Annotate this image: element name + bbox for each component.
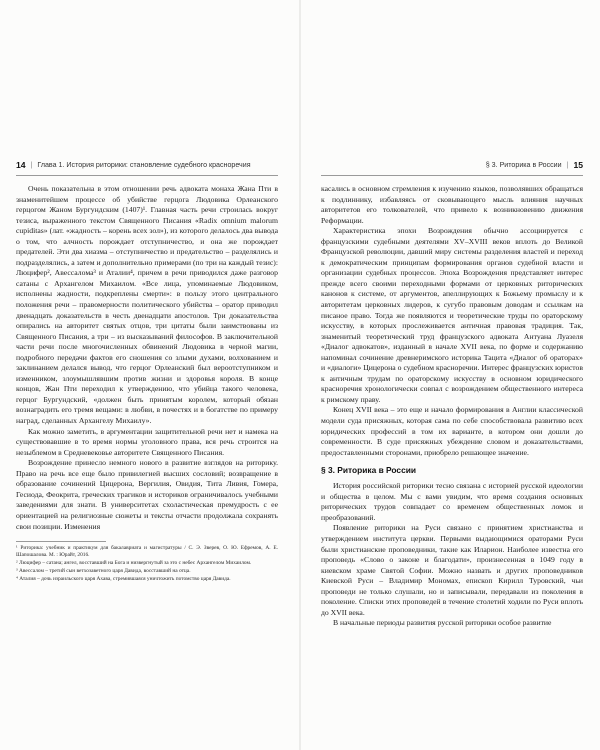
left-page-number: 14 xyxy=(16,160,26,170)
right-running-head xyxy=(321,158,583,176)
header-separator: | xyxy=(30,161,33,169)
paragraph: Характеристика эпохи Возрождения обычно ассоциируется с французскими судебными деятелями XV–XVIII веков вплоть до Великой Французской революции, давший миру системы разделения властей и переход к демократическим принципам формирования органов судебной власти и организации судебных процессов. Эпоха Возрождения представляет интерес прежде всего своими переходными формами от церковных риторических канонов к системе, от аргументов, апеллирующих к Божьему промыслу и к авторитетам церковных лидеров, к сугубо правовым доводам и ссылкам на писаное право. Тогда же появляются и теоретические труды по ораторскому искусству, в которых прослеживается античная правовая традиция. Так, знаменитый теоретический труд французского адвоката Антуана Луазеля «Диалог адвокатов», изданный в начале XVII века, по форме и содержанию напоминал сочинение древнеримского историка Тацита «Диалог об ораторах» и «диалоги» Цицерона о судебном красноречии. Интерес французских юристов к античным трудам по ораторскому искусству в основном юридического красноречия хронологически совпал с возрождением общественного интереса к римскому праву. xyxy=(321,226,583,404)
paragraph: касались в основном стремления к изучению языков, позволявших обращаться к подлиннику, избавляясь от сковывающего мысль влияния научных авторитетов его толкователей, что привело к возникновению движения Реформации. xyxy=(321,184,583,225)
paragraph: Очень показательна в этом отношении речь адвоката монаха Жана Пти в знаменитейшем процессе об убийстве герцога Людовика Орлеанского герцогом Жаном Бургундским (1407)¹. Главная часть речи строилась вокруг тезиса, выраженного текстом Священного Писания «Radix omnium malorum cupiditas» (лат. «жадность – корень всех зол»), из которого делалось два вывода о том, что алчность порождает отступничество, и она же порождает предателей. Эти два хиазма – отступничество и предательство – разделялись и подразделялись, а затем и дополнительно примерами (по три на каждый тезис): Люцифер², Авессалома³ и Аталии⁴, причем в речи приводился даже разговор сатаны с Архангелом Михаилом. «Все лица, упоминаемые Людовиком, исполнены жадности, подкреплены смерти»: в пользу этого центрального положения речи – правомерности политического убийства – оратор приводил двенадцать доказательств в честь двенадцати апостолов. Три доказательства опирались на авторитет святых отцов, три цитаты были заимствованы из Священного Писания, а три – из высказываний философов. В заключительной части речи после многочисленных обвинений Людовика в черной магии, подробного передачи фактов его сношения со злыми духами, волхованием и заклинанием делался вывод, что герцог Орлеанский был вероотступником и изменником, злоумышлявшим против жизни и здоровья короля. В конце концов, Жан Пти переходил к утверждению, что убийца такого человека, герцог Бургундский, «должен быть принятым королем, который обязан вознаградить его тремя вещами: в любви, в почестях и в богатстве по примеру наград, сделанных Архангелу Михаилу». xyxy=(16,184,278,426)
paragraph: Появление риторики на Руси связано с принятием христианства и утверждением института церкви. Первыми выдающимися ораторами Руси были христианские проповедники, такие как Иларион. Наиболее известна его проповедь «Слово о законе и благодати», произнесенная в 1049 году в киевском храме Святой Софии. Можно назвать и других проповедников Киевской Руси – Владимир Мономах, епископ Кирилл Туровский, чьи проповеди не только слушали, но и записывали, передавали из поколения в поколение. Списки этих проповедей в течение столетий ходили по Руси вплоть до XVII века. xyxy=(321,523,583,617)
footnote: ⁴ Аталия – дочь израильского царя Ахава, стремившаяся уничтожить потомство царя Давида. xyxy=(16,576,231,583)
right-body-text xyxy=(321,184,583,458)
footnote: ² Люцифер – сатана; ангел, восставший на Бога и низвергнутый за это с небес Архангелом Михаилом. xyxy=(16,560,252,567)
right-page xyxy=(321,158,583,629)
left-page xyxy=(16,158,278,585)
footnote: ¹ Риторика: учебник и практикум для бакалавриата и магистратуры / С. Э. Зверев, О. Ю. Ефремов, А. Е. Шапошалова. М. : Юрайт, 2016. xyxy=(16,545,278,559)
paragraph: История российской риторики тесно связана с историей русской идеологии и общества в целом. Мы с вами увидим, что время создания основных риторических трудов совпадает со временем общественных ломок и преобразований. xyxy=(321,481,583,522)
footnote: ³ Авессалом – третий сын ветхозаветного царя Давида, восставший на отца. xyxy=(16,568,191,575)
paragraph: Конец XVII века – это еще и начало формирования в Англии классической модели суда присяжных, которая сама по себе способствовала развитию всех юридических профессий в том их варианте, в котором они дошли до современности. В суде присяжных убеждение словом и доказательствами, предоставленными сторонами, приобрело решающее значение. xyxy=(321,405,583,457)
book-fold xyxy=(299,0,301,750)
chapter-header: Глава 1. История риторики: становление судебного красноречия xyxy=(37,161,251,169)
footnotes xyxy=(16,545,278,583)
paragraph: Как можно заметить, в аргументации защитительной речи нет и намека на существовавшие в то время нормы уголовного права, вся речь строится на незыблемом в Средневековье авторитете Священного Писания. xyxy=(16,426,278,457)
section-title: § 3. Риторика в России xyxy=(321,465,417,476)
header-separator: | xyxy=(566,161,569,169)
right-page-number: 15 xyxy=(573,160,583,170)
right-body-text-continued xyxy=(321,481,583,629)
paragraph: В начальные периоды развития русской риторики особое развитие xyxy=(333,618,552,628)
paragraph: Возрождение принесло немного нового в развитие взглядов на риторику. Право на речь все еще было привилегией высших сословий; возвращение в образование сочинений Цицерона, Вергилия, Овидия, Тита Ливия, Гомера, Гесиода, Феокрита, греческих трагиков и историков ограничивалось учебными заведениями для знати. В университетах схоластическая премудрость с ее ориентацией на религиозные сюжеты и тексты отчасти продолжала сохранять свои позиции. Изменения xyxy=(16,458,278,531)
left-running-head xyxy=(16,158,278,176)
left-body-text xyxy=(16,184,278,532)
section-header: § 3. Риторика в России xyxy=(485,161,562,169)
